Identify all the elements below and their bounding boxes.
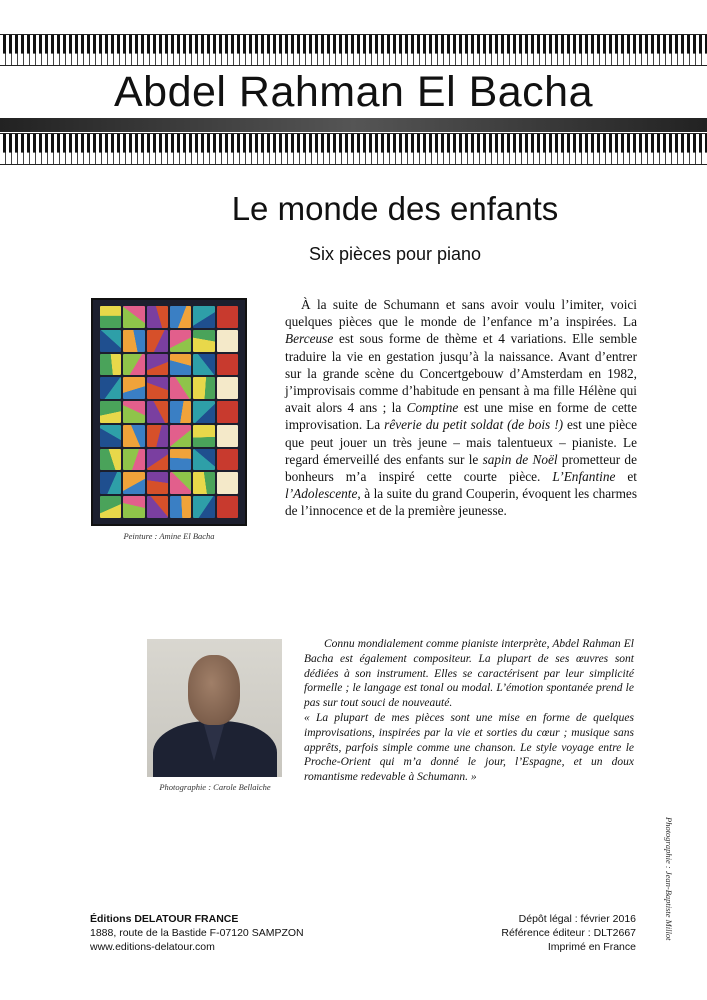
painting-tile: [100, 472, 121, 494]
side-photo-credit: Photographie : Jean-Baptiste Millot: [664, 817, 674, 941]
publisher-website: www.editions-delatour.com: [90, 941, 215, 953]
painting-tile: [193, 401, 214, 423]
painting-tile: [217, 377, 238, 399]
painting-tile: [170, 472, 191, 494]
painting-grid: [100, 306, 238, 518]
intro-text-segment: , à la suite du grand Couperin, évoquent les charmes de l’innocence et de la première jeunesse.: [285, 486, 637, 519]
intro-italic-title: Berceuse: [285, 331, 334, 347]
painting-tile: [217, 472, 238, 494]
publisher-address: 1888, route de la Bastide F-07120 SAMPZON: [90, 927, 304, 939]
composer-name: Abdel Rahman El Bacha: [113, 68, 593, 116]
intro-text-segment: prometteur de bonheurs m’a inspiré cette courte pièce.: [285, 451, 637, 485]
intro-text-segment: est une pièce que peut jouer un très jeune – mais talentueux – pianiste. Le regard émerveillé des enfants sur le: [285, 417, 637, 467]
footer-publisher-block: [90, 912, 350, 954]
painting-tile: [100, 496, 121, 518]
painting-tile: [123, 306, 144, 328]
painting-tile: [123, 401, 144, 423]
painting-tile: [123, 449, 144, 471]
painting-tile: [193, 377, 214, 399]
painting-tile: [217, 496, 238, 518]
painting-tile: [147, 377, 168, 399]
painting-tile: [100, 330, 121, 352]
photo-head: [188, 655, 240, 725]
painting-tile: [170, 425, 191, 447]
intro-italic-title: rêverie du petit soldat (de bois !): [384, 417, 564, 433]
footer-legal-block: [430, 912, 636, 954]
painting-tile: [217, 330, 238, 352]
printed-in: Imprimé en France: [547, 941, 636, 953]
painting-tile: [147, 425, 168, 447]
piano-keys-top-decoration: [0, 34, 707, 66]
painting-image: [91, 298, 247, 526]
painting-tile: [147, 306, 168, 328]
painting-tile: [100, 401, 121, 423]
painting-tile: [217, 306, 238, 328]
painting-tile: [123, 425, 144, 447]
painting-tile: [100, 306, 121, 328]
work-title: Le monde des enfants: [231, 190, 559, 227]
painting-tile: [147, 449, 168, 471]
painting-tile: [123, 330, 144, 352]
intro-italic-title: l’Adolescente: [285, 486, 358, 502]
painting-tile: [147, 401, 168, 423]
intro-text-segment: et: [615, 469, 637, 485]
painting-tile: [193, 306, 214, 328]
painting-tile: [193, 472, 214, 494]
painting-tile: [193, 354, 214, 376]
painting-tile: [193, 425, 214, 447]
bio-quote: « La plupart de mes pièces sont une mise en forme de quelques improvisations, inspirées par la vie et sorties du cœur ; musique sans apprêts, parfois simple comme une chanson. Le style voyage entre le Proche-Orient qui m’a donné le jour, l’Espagne, et un doux romantisme redevable à Schumann. »: [304, 711, 634, 784]
title-band: [0, 118, 707, 132]
intro-text-segment: est une mise en forme de cette improvisation. La: [285, 400, 638, 433]
intro-text-segment: est sous forme de thème et 4 variations. Elle semble traduire la vie en gestation jusqu’à la naissance. Avant d’entrer sur la grande scène du Concertgebouw d’Amsterdam en 1982, j’improvisais comme d’habitude en pensant à ma fille Hélène qui avait alors 4 ans ; la: [285, 331, 637, 416]
painting-tile: [217, 449, 238, 471]
photo-caption: Photographie : Carole Bellaïche: [159, 782, 271, 792]
painting-tile: [147, 330, 168, 352]
painting-tile: [193, 496, 214, 518]
intro-paragraph: [285, 296, 637, 520]
painting-tile: [170, 330, 191, 352]
painting-tile: [100, 354, 121, 376]
painting-tile: [123, 496, 144, 518]
painting-tile: [100, 449, 121, 471]
painting-tile: [147, 496, 168, 518]
bio-paragraph-1: Connu mondialement comme pianiste interprète, Abdel Rahman El Bacha est également compositeur. La plupart de ses œuvres sont dédiées à son instrument. Elles se caractérisent par leur simplicité formelle ; le langage est tonal ou modal. L’émotion spontanée prend le pas sur tout souci de nouveauté.: [304, 638, 634, 710]
painting-tile: [170, 496, 191, 518]
intro-text: [285, 296, 637, 520]
publisher-name: Éditions DELATOUR FRANCE: [90, 913, 239, 925]
painting-tile: [147, 472, 168, 494]
painting-tile: [123, 472, 144, 494]
biography: [304, 637, 634, 785]
painting-caption: Peinture : Amine El Bacha: [123, 531, 215, 541]
painting-tile: [170, 354, 191, 376]
painting-tile: [170, 401, 191, 423]
painting-tile: [217, 354, 238, 376]
painting-tile: [217, 401, 238, 423]
legal-deposit: Dépôt légal : février 2016: [518, 913, 636, 925]
intro-italic-title: Comptine: [406, 400, 459, 416]
piano-keys-bottom-decoration: [0, 133, 707, 165]
painting-tile: [170, 306, 191, 328]
painting-tile: [170, 377, 191, 399]
painting-tile: [100, 425, 121, 447]
painting-tile: [193, 330, 214, 352]
work-subtitle: Six pièces pour piano: [308, 244, 482, 264]
painting-tile: [217, 425, 238, 447]
composer-photo: [147, 639, 282, 777]
painting-tile: [170, 449, 191, 471]
painting-tile: [100, 377, 121, 399]
publisher-reference: Référence éditeur : DLT2667: [501, 927, 636, 939]
intro-italic-title: sapin de Noël: [482, 451, 558, 467]
intro-italic-title: L’Enfantine: [552, 469, 616, 485]
painting-tile: [123, 377, 144, 399]
painting-tile: [147, 354, 168, 376]
painting-tile: [123, 354, 144, 376]
painting-tile: [193, 449, 214, 471]
intro-text-segment: À la suite de Schumann et sans avoir voulu l’imiter, voici quelques pièces que le monde de l’enfance m’a inspirées. La: [285, 297, 637, 330]
